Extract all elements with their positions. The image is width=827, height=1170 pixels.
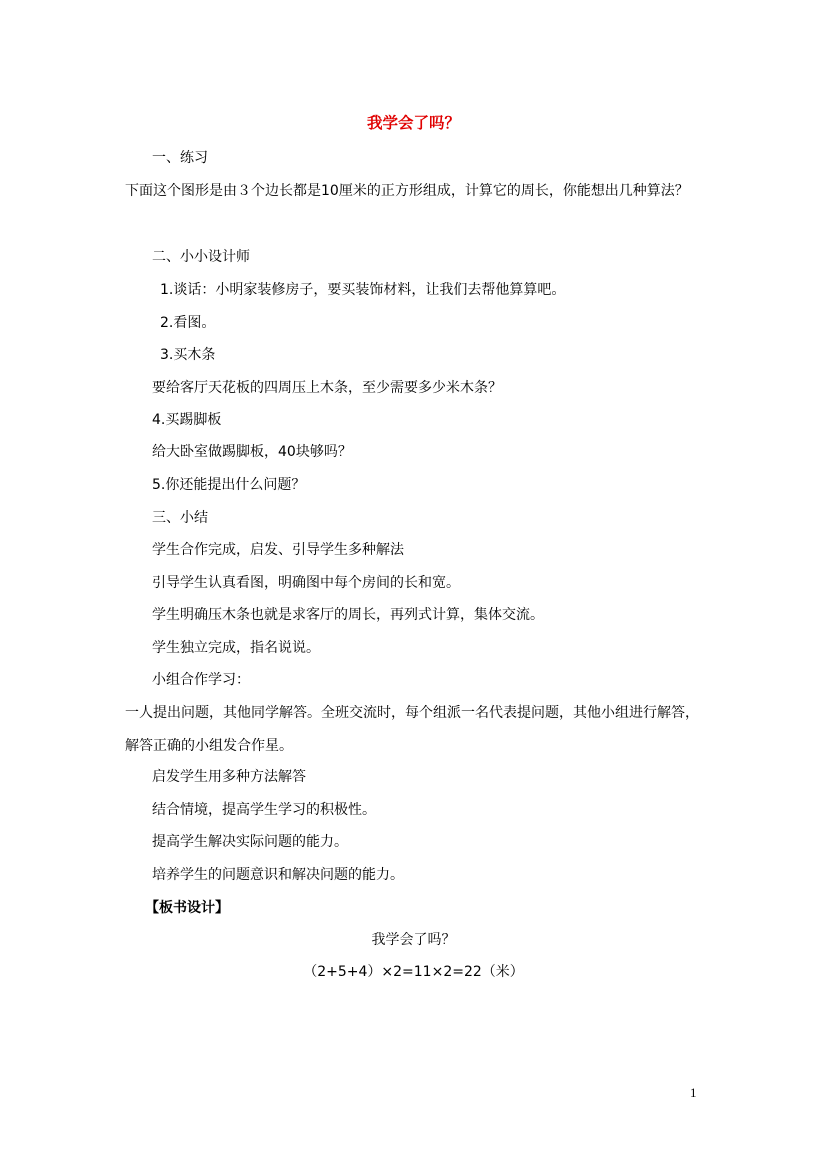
section-2-item-1: 1.谈话：小明家装修房子，要买装饰材料，让我们去帮他算算吧。 [160,282,566,298]
section-1-paragraph: 下面这个图形是由３个边长都是10厘米的正方形组成，计算它的周长，你能想出几种算法？ [125,183,689,199]
section-2-item-3-question: 要给客厅天花板的四周压上木条，至少需要多少米木条？ [152,380,502,396]
section-2-item-5: 5.你还能提出什么问题？ [152,477,306,493]
section-2-item-2: 2.看图。 [160,315,216,331]
summary-line-7: 结合情境，提高学生学习的积极性。 [152,802,376,818]
summary-paragraph: 一人提出问题，其他同学解答。全班交流时，每个组派一名代表提问题，其他小组进行解答，解答正确的小组发合作星。 [125,705,699,754]
board-design-heading: 【板书设计】 [145,900,229,916]
page-number: 1 [690,1085,697,1100]
summary-line-4: 学生独立完成，指名说说。 [152,640,320,656]
summary-line-3: 学生明确压木条也就是求客厅的周长，再列式计算，集体交流。 [152,607,544,623]
summary-line-1: 学生合作完成，启发、引导学生多种解法 [152,542,404,558]
section-2-item-4-question: 给大卧室做踢脚板，40块够吗？ [152,444,352,460]
document-title: 我学会了吗？ [366,114,460,132]
section-2-item-4: 4.买踢脚板 [152,412,222,428]
board-formula: （2+5+4）×2=11×2=22（米） [303,964,524,980]
summary-line-5: 小组合作学习： [152,672,250,688]
summary-line-8: 提高学生解决实际问题的能力。 [152,834,348,850]
section-1-heading: 一、练习 [152,150,208,166]
section-3-heading: 三、小结 [152,510,208,526]
summary-line-6: 启发学生用多种方法解答 [152,769,306,785]
summary-line-2: 引导学生认真看图，明确图中每个房间的长和宽。 [152,575,460,591]
board-title: 我学会了吗？ [371,932,456,948]
section-2-item-3: 3.买木条 [160,347,216,363]
summary-line-9: 培养学生的问题意识和解决问题的能力。 [152,867,404,883]
section-2-heading: 二、小小设计师 [152,249,250,265]
